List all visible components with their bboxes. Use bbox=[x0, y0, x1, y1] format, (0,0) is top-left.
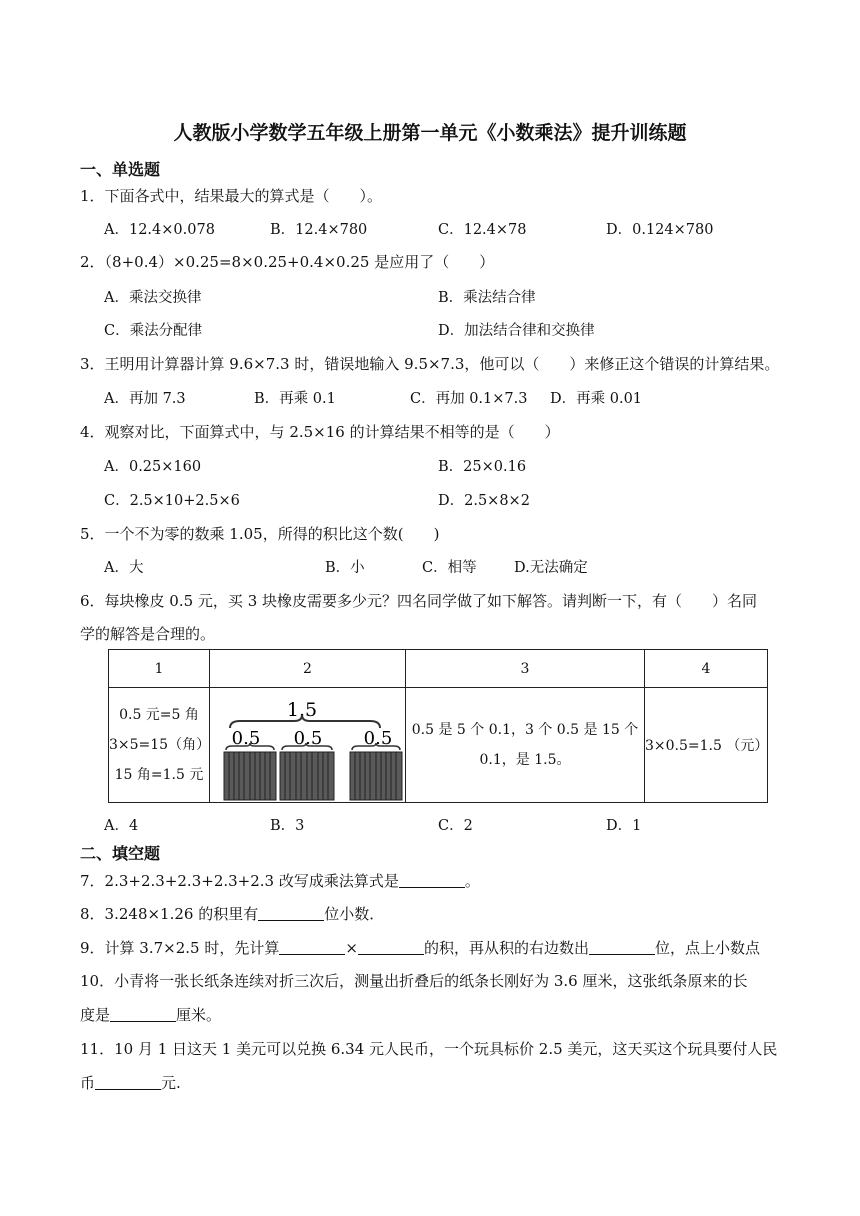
q9-text-mid: 的积，再从积的右边数出 bbox=[423, 939, 589, 957]
q3-option-b[interactable]: B．再乘 0.1 bbox=[254, 391, 336, 407]
question-5-stem: 5．一个不为零的数乘 1.05，所得的积比这个数( ) bbox=[80, 525, 440, 543]
q2-option-a[interactable]: A．乘法交换律 bbox=[104, 290, 202, 306]
eraser-group-2 bbox=[280, 752, 334, 800]
q7-text: 7．2.3+2.3+2.3+2.3+2.3 改写成乘法算式是 bbox=[80, 872, 399, 890]
q4-option-d[interactable]: D．2.5×8×2 bbox=[438, 493, 530, 509]
q9-text-end: 位，点上小数点 bbox=[654, 939, 760, 957]
q6-option-b[interactable]: B．3 bbox=[270, 818, 305, 834]
q2-option-d[interactable]: D．加法结合律和交换律 bbox=[438, 323, 595, 339]
diagram-part-label-1: 0.5 bbox=[231, 728, 261, 749]
table-header-cell-2: 2 bbox=[210, 650, 406, 688]
q5-option-a[interactable]: A．大 bbox=[104, 560, 144, 576]
question-8 bbox=[80, 903, 384, 924]
q9-times: × bbox=[345, 939, 358, 957]
q6-option-c[interactable]: C．2 bbox=[438, 818, 473, 834]
solution-cell-4: 3×0.5=1.5 （元） bbox=[645, 688, 768, 803]
question-2-stem: 2．（8+0.4）×0.25=8×0.25+0.4×0.25 是应用了（ ） bbox=[80, 253, 495, 271]
q1-option-d[interactable]: D．0.124×780 bbox=[606, 222, 714, 238]
q8-text-end: 位小数． bbox=[324, 905, 385, 923]
question-9 bbox=[80, 937, 760, 958]
section-heading-single-choice: 一、单选题 bbox=[80, 160, 161, 179]
q2-option-b[interactable]: B．乘法结合律 bbox=[438, 290, 536, 306]
diagram-part-label-3: 0.5 bbox=[363, 728, 393, 749]
q11-text-end: 元. bbox=[161, 1074, 181, 1092]
eraser-bars-diagram bbox=[210, 688, 405, 802]
question-1-stem: 1．下面各式中，结果最大的算式是（ ）。 bbox=[80, 187, 383, 205]
solution-3-line-1: 0.5 是 5 个 0.1，3 个 0.5 是 15 个 bbox=[411, 722, 639, 738]
q8-text: 8．3.248×1.26 的积里有 bbox=[80, 905, 259, 923]
table-header-cell-3: 3 bbox=[406, 650, 645, 688]
question-4-stem: 4．观察对比，下面算式中，与 2.5×16 的计算结果不相等的是（ ） bbox=[80, 423, 560, 441]
q4-option-a[interactable]: A．0.25×160 bbox=[104, 459, 202, 475]
q10-text: 度是 bbox=[80, 1006, 111, 1024]
q5-option-b[interactable]: B．小 bbox=[325, 560, 365, 576]
solution-1-line-1: 0.5 元=5 角 bbox=[119, 707, 199, 723]
table-header-row bbox=[109, 650, 768, 688]
solution-cell-2 bbox=[210, 688, 406, 803]
q1-option-a[interactable]: A．12.4×0.078 bbox=[104, 222, 215, 238]
question-6-stem-line2: 学的解答是合理的。 bbox=[80, 625, 216, 643]
question-11-line1: 11．10 月 1 日这天 1 美元可以兑换 6.34 元人民币，一个玩具标价 2.5 美元，这天买这个玩具要付人民 bbox=[80, 1040, 778, 1058]
question-11-line2 bbox=[80, 1072, 181, 1093]
q9-answer-blank-1[interactable] bbox=[279, 939, 345, 955]
q7-text-end: 。 bbox=[464, 872, 480, 890]
q4-option-b[interactable]: B．25×0.16 bbox=[438, 459, 527, 475]
q3-option-c[interactable]: C．再加 0.1×7.3 bbox=[410, 391, 528, 407]
q2-option-c[interactable]: C．乘法分配律 bbox=[104, 323, 203, 339]
question-6-stem-line1: 6．每块橡皮 0.5 元，买 3 块橡皮需要多少元？四名同学做了如下解答。请判断一下，有（ ）名同 bbox=[80, 592, 758, 610]
q9-answer-blank-2[interactable] bbox=[358, 939, 424, 955]
q10-text-end: 厘米。 bbox=[176, 1006, 222, 1024]
q9-text: 9．计算 3.7×2.5 时，先计算 bbox=[80, 939, 280, 957]
table-header-cell-1: 1 bbox=[109, 650, 210, 688]
q5-option-d[interactable]: D.无法确定 bbox=[514, 560, 588, 576]
q11-answer-blank[interactable] bbox=[95, 1074, 161, 1090]
question-10-line2 bbox=[80, 1004, 221, 1025]
solution-1-line-3: 15 角=1.5 元 bbox=[114, 767, 204, 783]
q8-answer-blank[interactable] bbox=[258, 905, 324, 921]
section-heading-fill-blank: 二、填空题 bbox=[80, 844, 161, 863]
q7-answer-blank[interactable] bbox=[399, 872, 465, 888]
diagram-part-label-2: 0.5 bbox=[293, 728, 323, 749]
diagram-total-label: 1.5 bbox=[286, 699, 318, 721]
solution-cell-3 bbox=[406, 688, 645, 803]
eraser-group-1 bbox=[224, 752, 276, 800]
q4-option-c[interactable]: C．2.5×10+2.5×6 bbox=[104, 493, 240, 509]
q3-option-a[interactable]: A．再加 7.3 bbox=[104, 391, 186, 407]
q11-text: 币 bbox=[80, 1074, 96, 1092]
q10-answer-blank[interactable] bbox=[110, 1006, 176, 1022]
solution-1-line-2: 3×5=15（角） bbox=[109, 737, 211, 753]
question-7 bbox=[80, 870, 480, 891]
q3-option-d[interactable]: D．再乘 0.01 bbox=[550, 391, 643, 407]
q6-option-d[interactable]: D．1 bbox=[606, 818, 642, 834]
q5-option-c[interactable]: C．相等 bbox=[422, 560, 477, 576]
q6-solutions-table bbox=[108, 649, 768, 803]
question-10-line1: 10．小青将一张长纸条连续对折三次后，测量出折叠后的纸条长刚好为 3.6 厘米，这张纸条原来的长 bbox=[80, 972, 748, 990]
table-header-cell-4: 4 bbox=[645, 650, 768, 688]
question-3-stem: 3．王明用计算器计算 9.6×7.3 时，错误地输入 9.5×7.3，他可以（ ）来修正这个错误的计算结果。 bbox=[80, 355, 780, 373]
q1-option-b[interactable]: B．12.4×780 bbox=[270, 222, 368, 238]
q1-option-c[interactable]: C．12.4×78 bbox=[438, 222, 527, 238]
solution-3-line-2: 0.1，是 1.5。 bbox=[479, 752, 571, 768]
eraser-group-3 bbox=[350, 752, 402, 800]
page-title: 人教版小学数学五年级上册第一单元《小数乘法》提升训练题 bbox=[173, 122, 687, 144]
table-row bbox=[109, 688, 768, 803]
q9-answer-blank-3[interactable] bbox=[589, 939, 655, 955]
q6-option-a[interactable]: A．4 bbox=[104, 818, 139, 834]
solution-cell-1 bbox=[109, 688, 210, 803]
